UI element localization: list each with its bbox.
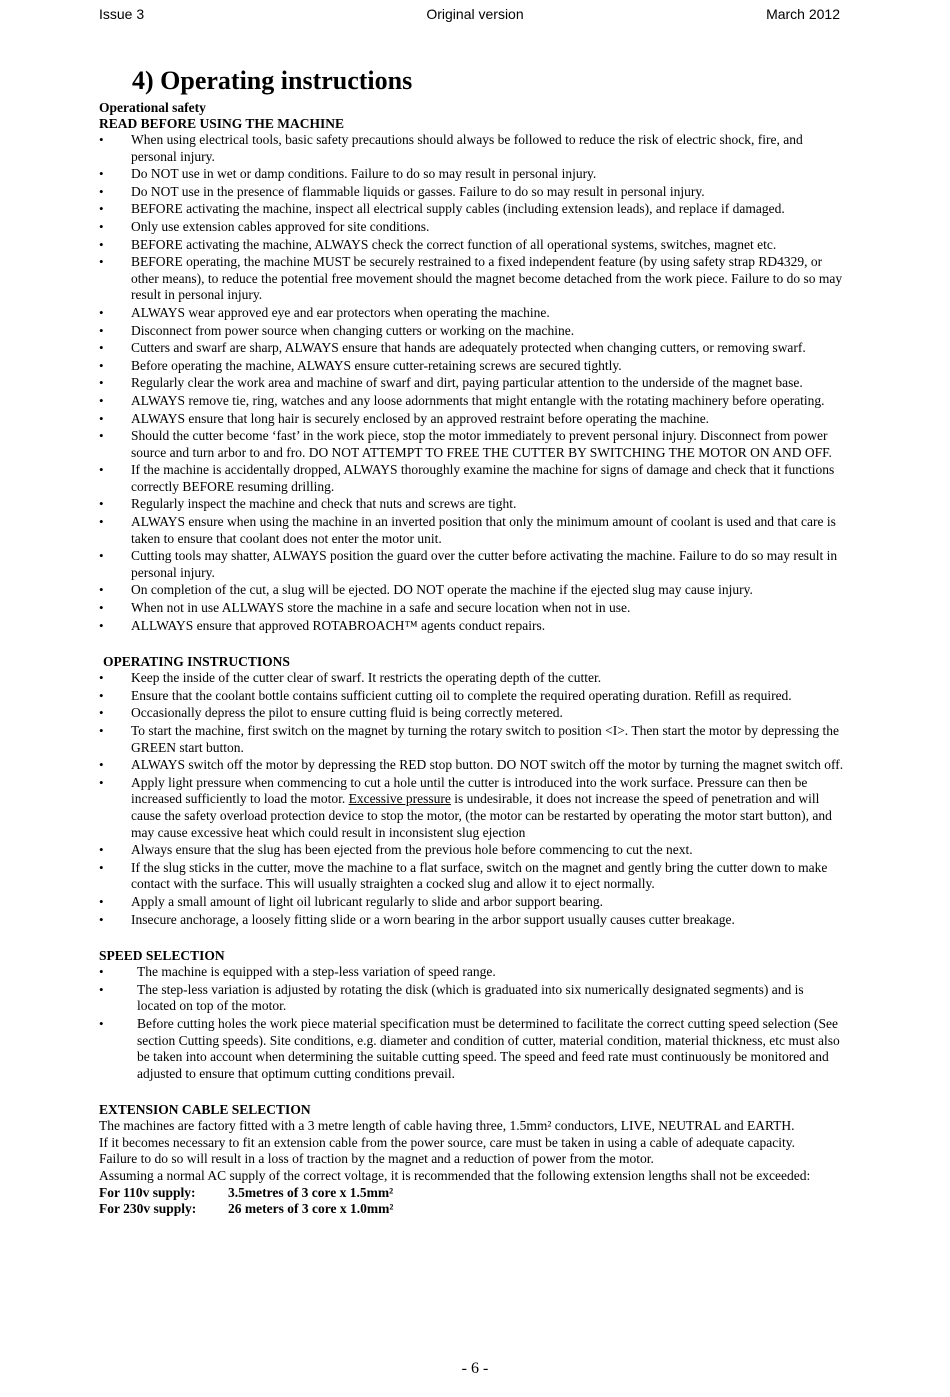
speed-heading: SPEED SELECTION: [99, 948, 225, 964]
list-item: • ALWAYS switch off the motor by depressing the RED stop button. DO NOT switch off the motor by turning the magnet switch off.: [99, 757, 844, 774]
list-item: • Ensure that the coolant bottle contains sufficient cutting oil to complete the required operating duration. Refill as required.: [99, 688, 844, 705]
list-item: • Cutters and swarf are sharp, ALWAYS ensure that hands are adequately protected when changing cutters, or removing swarf.: [99, 340, 844, 357]
supply-value: 26 meters of 3 core x 1.0mm²: [228, 1201, 394, 1217]
operating-list: [99, 670, 844, 928]
header-date: March 2012: [766, 6, 840, 22]
list-item: • If the machine is accidentally dropped, ALWAYS thoroughly examine the machine for signs of damage and check that it functions correctly BEFORE resuming drilling.: [99, 462, 844, 495]
header-version: Original version: [426, 6, 524, 22]
supply-row-230v: [99, 1201, 844, 1218]
list-item: • Keep the inside of the cutter clear of swarf. It restricts the operating depth of the cutter.: [99, 670, 844, 687]
list-item: • Only use extension cables approved for site conditions.: [99, 219, 844, 236]
list-item: • Before cutting holes the work piece material specification must be determined to facilitate the correct cutting speed selection (See section Cutting speeds). Site conditions, e.g. diameter and condition of cutter, material condition, material thickness, etc must also be taken into account when determining the suitable cutting speed. The speed and feed rate must continuously be monitored and adjusted to ensure that optimum cutting conditions prevail.: [99, 1016, 844, 1082]
extension-paragraph: Assuming a normal AC supply of the correct voltage, it is recommended that the following extension lengths shall not be exceeded:: [99, 1168, 811, 1184]
safety-list: [99, 132, 844, 634]
extension-paragraph: Failure to do so will result in a loss of traction by the magnet and a reduction of power from the motor.: [99, 1151, 654, 1167]
extension-heading: EXTENSION CABLE SELECTION: [99, 1102, 311, 1118]
supply-row-110v: [99, 1185, 844, 1202]
list-item: • ALLWAYS ensure that approved ROTABROACH™ agents conduct repairs.: [99, 618, 844, 635]
list-item: • Insecure anchorage, a loosely fitting slide or a worn bearing in the arbor support usually causes cutter breakage.: [99, 912, 844, 929]
list-item-pressure: [99, 775, 844, 841]
safety-heading: Operational safety: [99, 100, 206, 115]
list-item: • ALWAYS wear approved eye and ear protectors when operating the machine.: [99, 305, 844, 322]
extension-paragraph: The machines are factory fitted with a 3 metre length of cable having three, 1.5mm² conductors, LIVE, NEUTRAL and EARTH.: [99, 1118, 795, 1134]
list-item: • ALWAYS remove tie, ring, watches and any loose adornments that might entangle with the rotating machinery before operating.: [99, 393, 844, 410]
list-item: • When using electrical tools, basic safety precautions should always be followed to reduce the risk of electric shock, fire, and personal injury.: [99, 132, 844, 165]
list-item: • Always ensure that the slug has been ejected from the previous hole before commencing to cut the next.: [99, 842, 844, 859]
page-content: [99, 64, 844, 1218]
list-item: • If the slug sticks in the cutter, move the machine to a flat surface, switch on the magnet and gently bring the cutter down to make contact with the surface. This will usually straighten a cocked slug and allow it to eject normally.: [99, 860, 844, 893]
list-item: • Occasionally depress the pilot to ensure cutting fluid is being correctly metered.: [99, 705, 844, 722]
list-item: • ALWAYS ensure when using the machine in an inverted position that only the minimum amount of coolant is used and that care is taken to ensure that coolant does not enter the motor unit.: [99, 514, 844, 547]
supply-label: For 230v supply:: [99, 1201, 197, 1217]
list-item: • BEFORE operating, the machine MUST be securely restrained to a fixed independent feature (by using safety strap RD4329, or other means), to reduce the potential free movement should the magnet become detached from the work piece. Failure to do so may result in personal injury.: [99, 254, 844, 304]
safety-subheading: READ BEFORE USING THE MACHINE: [99, 116, 345, 131]
supply-label: For 110v supply:: [99, 1184, 196, 1200]
list-item: • The step-less variation is adjusted by rotating the disk (which is graduated into six numerically designated segments) and is located on top of the motor.: [99, 982, 844, 1015]
pressure-underlined: Excessive pressure: [348, 791, 451, 807]
page-title: 4) Operating instructions: [132, 66, 413, 95]
list-item: • Do NOT use in the presence of flammable liquids or gasses. Failure to do so may result in personal injury.: [99, 184, 844, 201]
header-issue: Issue 3: [99, 6, 145, 22]
list-item: • Regularly clear the work area and machine of swarf and dirt, paying particular attention to the underside of the magnet base.: [99, 375, 844, 392]
list-item: • Regularly inspect the machine and check that nuts and screws are tight.: [99, 496, 844, 513]
list-item: • To start the machine, first switch on the magnet by turning the rotary switch to position <I>. Then start the motor by depressing the GREEN start button.: [99, 723, 844, 756]
list-item: • Apply a small amount of light oil lubricant regularly to slide and arbor support bearing.: [99, 894, 844, 911]
list-item: • ALWAYS ensure that long hair is securely enclosed by an approved restraint before operating the machine.: [99, 411, 844, 428]
supply-value: 3.5metres of 3 core x 1.5mm²: [228, 1184, 394, 1200]
list-item: • BEFORE activating the machine, inspect all electrical supply cables (including extension leads), and replace if damaged.: [99, 201, 844, 218]
list-item: • Disconnect from power source when changing cutters or working on the machine.: [99, 323, 844, 340]
page-number: - 6 -: [461, 1360, 489, 1377]
list-item: • When not in use ALLWAYS store the machine in a safe and secure location when not in use.: [99, 600, 844, 617]
list-item: • Cutting tools may shatter, ALWAYS position the guard over the cutter before activating the machine. Failure to do so may result in personal injury.: [99, 548, 844, 581]
list-item: • BEFORE activating the machine, ALWAYS check the correct function of all operational systems, switches, magnet etc.: [99, 237, 844, 254]
list-item: • On completion of the cut, a slug will be ejected. DO NOT operate the machine if the ejected slug may cause injury.: [99, 582, 844, 599]
speed-list: [99, 964, 844, 1082]
list-item: • Before operating the machine, ALWAYS ensure cutter-retaining screws are secured tightly.: [99, 358, 844, 375]
operating-heading: OPERATING INSTRUCTIONS: [103, 654, 290, 670]
pressure-text-after: is undesirable, it does not increase the speed of penetration and will cause the safety overload protection device to stop the motor, (the motor can be restarted by operating the motor start button), and may cause excessive heat which could result in inconsistent slug ejection: [131, 791, 832, 840]
list-item: • Do NOT use in wet or damp conditions. Failure to do so may result in personal injury.: [99, 166, 844, 183]
extension-paragraph: If it becomes necessary to fit an extension cable from the power source, care must be taken in using a cable of adequate capacity.: [99, 1134, 795, 1150]
pressure-text-before: Apply light pressure when commencing to cut a hole until the cutter is introduced into the work surface. Pressure can then be increased sufficiently to load the motor.: [131, 774, 808, 807]
list-item: • The machine is equipped with a step-less variation of speed range.: [99, 964, 844, 981]
list-item: • Should the cutter become ‘fast’ in the work piece, stop the motor immediately to prevent personal injury. Disconnect from power source and turn arbor to and fro. DO NOT ATTEMPT TO FREE THE CUTTER BY SWITCHING THE MOTOR ON AND OFF.: [99, 428, 844, 461]
